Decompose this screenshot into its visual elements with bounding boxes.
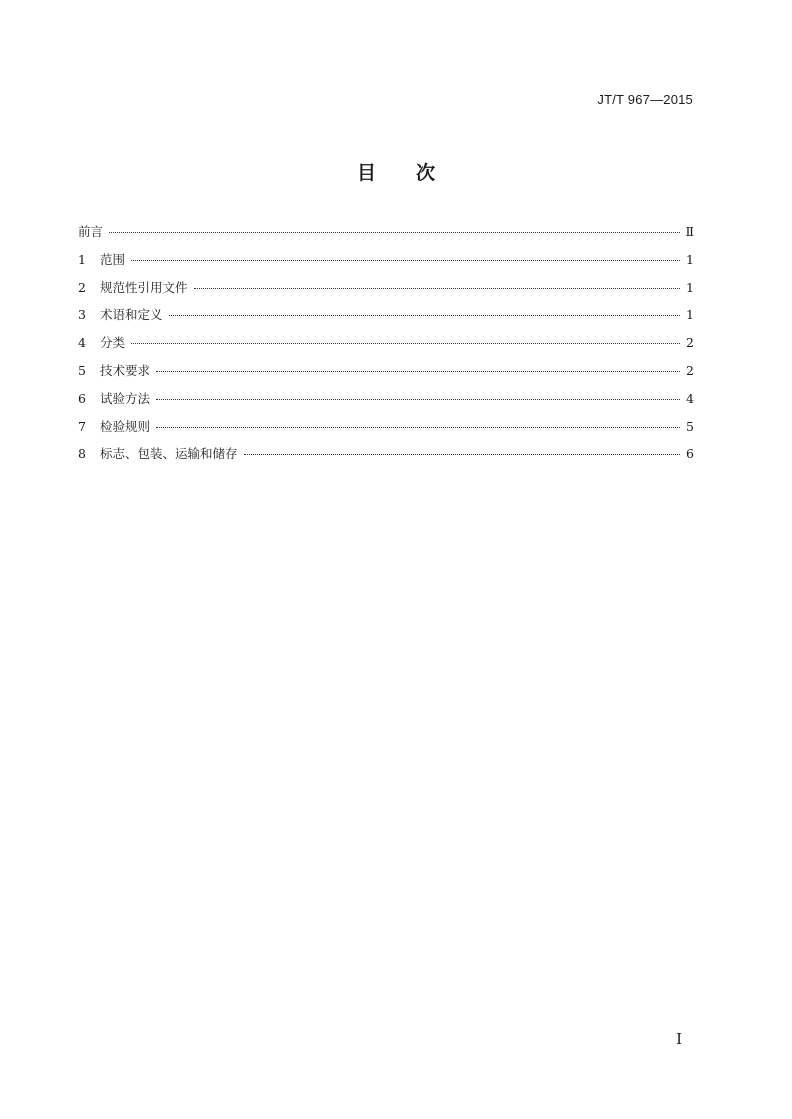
toc-entry-number: 1 xyxy=(78,251,86,267)
toc-entry-number: 3 xyxy=(78,307,86,323)
toc-entry-number: 8 xyxy=(78,446,86,462)
toc-leader-dots xyxy=(156,399,680,400)
toc-entry-label: 检验规则 xyxy=(100,418,151,434)
toc-entry-label: 标志、包装、运输和储存 xyxy=(100,446,238,462)
toc-entry-page: 4 xyxy=(686,390,694,406)
toc-entry-number: 4 xyxy=(78,335,86,351)
toc-leader-dots xyxy=(131,260,680,261)
toc-entry-foreword[interactable] xyxy=(78,222,694,250)
toc-entry-inspection-rules[interactable] xyxy=(78,417,694,445)
standard-code: JT/T 967—2015 xyxy=(597,92,693,107)
toc-entry-number: 5 xyxy=(78,362,86,378)
toc-entry-page: 6 xyxy=(686,446,694,462)
toc-entry-number: 7 xyxy=(78,418,86,434)
toc-entry-page: Ⅱ xyxy=(685,224,694,239)
toc-entry-label: 范围 xyxy=(100,251,126,267)
toc-entry-label: 技术要求 xyxy=(100,362,151,378)
toc-entry-page: 5 xyxy=(686,418,694,434)
toc-entry-label: 分类 xyxy=(100,335,126,351)
toc-entry-page: 2 xyxy=(686,335,694,351)
toc-entry-page: 1 xyxy=(686,307,694,323)
toc-entry-label: 术语和定义 xyxy=(100,307,163,323)
toc-entry-page: 2 xyxy=(686,362,694,378)
toc-entry-classification[interactable] xyxy=(78,333,694,361)
toc-leader-dots xyxy=(156,371,680,372)
toc-leader-dots xyxy=(244,454,680,455)
toc-entry-page: 1 xyxy=(686,251,694,267)
toc-entry-terms-definitions[interactable] xyxy=(78,305,694,333)
table-of-contents xyxy=(78,222,694,472)
toc-leader-dots xyxy=(131,343,680,344)
toc-leader-dots xyxy=(169,315,680,316)
toc-entry-label: 规范性引用文件 xyxy=(100,279,188,295)
toc-entry-normative-references[interactable] xyxy=(78,278,694,306)
toc-leader-dots xyxy=(156,427,680,428)
toc-entry-label: 前言 xyxy=(78,224,104,239)
toc-entry-marking-packaging[interactable] xyxy=(78,444,694,472)
toc-entry-test-methods[interactable] xyxy=(78,389,694,417)
toc-title: 目次 xyxy=(356,162,475,184)
toc-entry-label: 试验方法 xyxy=(100,390,151,406)
toc-leader-dots xyxy=(109,232,679,233)
page-number: I xyxy=(676,1030,682,1048)
toc-entry-number: 6 xyxy=(78,390,86,406)
toc-leader-dots xyxy=(194,288,680,289)
toc-entry-page: 1 xyxy=(686,279,694,295)
toc-entry-technical-requirements[interactable] xyxy=(78,361,694,389)
toc-entry-scope[interactable] xyxy=(78,250,694,278)
toc-entry-number: 2 xyxy=(78,279,86,295)
